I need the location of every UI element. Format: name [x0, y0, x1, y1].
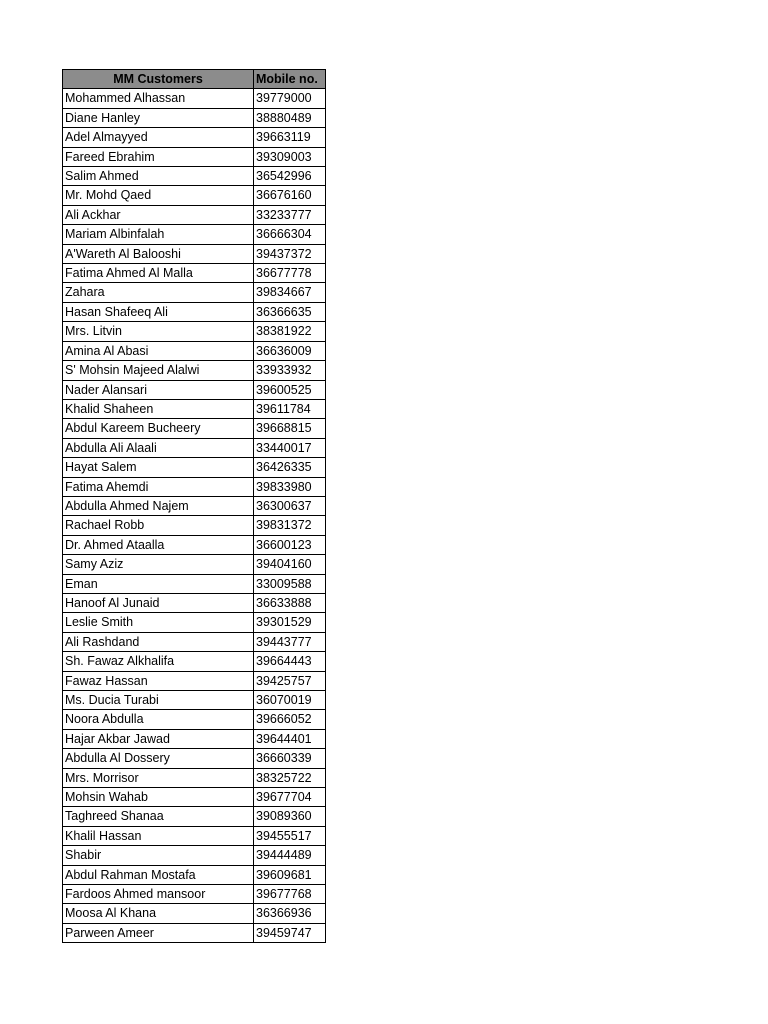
- mobile-number-cell: 39668815: [254, 419, 326, 438]
- table-row: [63, 167, 326, 186]
- table-row: [63, 399, 326, 418]
- table-row: [63, 788, 326, 807]
- customer-name-cell: Moosa Al Khana: [63, 904, 254, 923]
- customer-name-cell: Parween Ameer: [63, 923, 254, 942]
- mobile-number-cell: 38325722: [254, 768, 326, 787]
- customer-name-cell: Hasan Shafeeq Ali: [63, 302, 254, 321]
- mobile-number-cell: 36660339: [254, 749, 326, 768]
- customer-name-cell: Khalid Shaheen: [63, 399, 254, 418]
- table-row: [63, 244, 326, 263]
- customer-name-cell: Eman: [63, 574, 254, 593]
- table-row: [63, 865, 326, 884]
- mobile-number-cell: 39664443: [254, 652, 326, 671]
- customer-name-cell: Diane Hanley: [63, 108, 254, 127]
- table-row: [63, 128, 326, 147]
- customer-name-cell: Mohammed Alhassan: [63, 89, 254, 108]
- customer-name-cell: Mariam Albinfalah: [63, 225, 254, 244]
- table-row: [63, 535, 326, 554]
- mobile-number-cell: 36366635: [254, 302, 326, 321]
- customer-name-cell: Amina Al Abasi: [63, 341, 254, 360]
- header-row: [63, 70, 326, 89]
- table-row: [63, 826, 326, 845]
- mobile-number-cell: 36542996: [254, 167, 326, 186]
- table-row: [63, 807, 326, 826]
- table-row: [63, 89, 326, 108]
- table-row: [63, 283, 326, 302]
- customer-name-cell: Mohsin Wahab: [63, 788, 254, 807]
- table-row: [63, 302, 326, 321]
- mobile-number-cell: 39459747: [254, 923, 326, 942]
- table-row: [63, 749, 326, 768]
- customer-name-cell: Fatima Ahemdi: [63, 477, 254, 496]
- customer-name-cell: Taghreed Shanaa: [63, 807, 254, 826]
- customer-name-cell: Adel Almayyed: [63, 128, 254, 147]
- mobile-number-cell: 39644401: [254, 729, 326, 748]
- customer-name-cell: Ms. Ducia Turabi: [63, 691, 254, 710]
- mobile-number-cell: 39834667: [254, 283, 326, 302]
- table-row: [63, 671, 326, 690]
- table-row: [63, 496, 326, 515]
- customer-name-cell: S' Mohsin Majeed Alalwi: [63, 361, 254, 380]
- mobile-number-cell: 39677704: [254, 788, 326, 807]
- table-row: [63, 613, 326, 632]
- customer-name-cell: Ali Ackhar: [63, 205, 254, 224]
- mobile-number-cell: 36300637: [254, 496, 326, 515]
- table-row: [63, 904, 326, 923]
- mobile-number-cell: 36633888: [254, 593, 326, 612]
- mobile-number-cell: 38381922: [254, 322, 326, 341]
- customer-name-cell: Noora Abdulla: [63, 710, 254, 729]
- table-row: [63, 225, 326, 244]
- customer-name-cell: Mrs. Litvin: [63, 322, 254, 341]
- mobile-number-cell: 36676160: [254, 186, 326, 205]
- table-row: [63, 885, 326, 904]
- mobile-number-cell: 39666052: [254, 710, 326, 729]
- mobile-number-cell: 39831372: [254, 516, 326, 535]
- mobile-number-cell: 36636009: [254, 341, 326, 360]
- customer-name-cell: Leslie Smith: [63, 613, 254, 632]
- mobile-number-cell: 36070019: [254, 691, 326, 710]
- header-name: MM Customers: [63, 70, 254, 89]
- customer-name-cell: Ali Rashdand: [63, 632, 254, 651]
- customer-name-cell: Abdul Kareem Bucheery: [63, 419, 254, 438]
- mobile-number-cell: 39443777: [254, 632, 326, 651]
- customers-table: [62, 69, 326, 943]
- table-row: [63, 729, 326, 748]
- customer-name-cell: Abdulla Ahmed Najem: [63, 496, 254, 515]
- mobile-number-cell: 39301529: [254, 613, 326, 632]
- customer-name-cell: Salim Ahmed: [63, 167, 254, 186]
- mobile-number-cell: 39677768: [254, 885, 326, 904]
- mobile-number-cell: 39455517: [254, 826, 326, 845]
- table-row: [63, 516, 326, 535]
- table-row: [63, 477, 326, 496]
- customer-name-cell: Fardoos Ahmed mansoor: [63, 885, 254, 904]
- mobile-number-cell: 36366936: [254, 904, 326, 923]
- table-row: [63, 555, 326, 574]
- customer-name-cell: A'Wareth Al Balooshi: [63, 244, 254, 263]
- table-row: [63, 846, 326, 865]
- table-row: [63, 341, 326, 360]
- table-row: [63, 632, 326, 651]
- mobile-number-cell: 36677778: [254, 264, 326, 283]
- table-row: [63, 186, 326, 205]
- mobile-number-cell: 39089360: [254, 807, 326, 826]
- mobile-number-cell: 39609681: [254, 865, 326, 884]
- mobile-number-cell: 36600123: [254, 535, 326, 554]
- customer-name-cell: Hajar Akbar Jawad: [63, 729, 254, 748]
- mobile-number-cell: 39611784: [254, 399, 326, 418]
- table-row: [63, 458, 326, 477]
- table-row: [63, 108, 326, 127]
- mobile-number-cell: 39663119: [254, 128, 326, 147]
- customer-name-cell: Shabir: [63, 846, 254, 865]
- table-row: [63, 419, 326, 438]
- header-mobile: Mobile no.: [254, 70, 326, 89]
- mobile-number-cell: 39425757: [254, 671, 326, 690]
- customer-name-cell: Khalil Hassan: [63, 826, 254, 845]
- customer-name-cell: Fatima Ahmed Al Malla: [63, 264, 254, 283]
- customer-name-cell: Fareed Ebrahim: [63, 147, 254, 166]
- table-row: [63, 380, 326, 399]
- customer-name-cell: Hanoof Al Junaid: [63, 593, 254, 612]
- customer-name-cell: Nader Alansari: [63, 380, 254, 399]
- customer-name-cell: Mrs. Morrisor: [63, 768, 254, 787]
- mobile-number-cell: 38880489: [254, 108, 326, 127]
- mobile-number-cell: 36666304: [254, 225, 326, 244]
- table-row: [63, 205, 326, 224]
- table-row: [63, 710, 326, 729]
- mobile-number-cell: 33233777: [254, 205, 326, 224]
- customer-name-cell: Sh. Fawaz Alkhalifa: [63, 652, 254, 671]
- customer-name-cell: Abdulla Ali Alaali: [63, 438, 254, 457]
- table-row: [63, 923, 326, 942]
- customer-name-cell: Zahara: [63, 283, 254, 302]
- mobile-number-cell: 36426335: [254, 458, 326, 477]
- mobile-number-cell: 33009588: [254, 574, 326, 593]
- table-row: [63, 652, 326, 671]
- mobile-number-cell: 39444489: [254, 846, 326, 865]
- table-row: [63, 361, 326, 380]
- mobile-number-cell: 39437372: [254, 244, 326, 263]
- table-row: [63, 147, 326, 166]
- table-body: [63, 89, 326, 943]
- mobile-number-cell: 33440017: [254, 438, 326, 457]
- customer-name-cell: Rachael Robb: [63, 516, 254, 535]
- mobile-number-cell: 39309003: [254, 147, 326, 166]
- mobile-number-cell: 39600525: [254, 380, 326, 399]
- mobile-number-cell: 39404160: [254, 555, 326, 574]
- table-row: [63, 691, 326, 710]
- table-row: [63, 438, 326, 457]
- table-row: [63, 574, 326, 593]
- table-row: [63, 264, 326, 283]
- customer-name-cell: Hayat Salem: [63, 458, 254, 477]
- customer-name-cell: Abdulla Al Dossery: [63, 749, 254, 768]
- customer-name-cell: Fawaz Hassan: [63, 671, 254, 690]
- mobile-number-cell: 39779000: [254, 89, 326, 108]
- table-row: [63, 593, 326, 612]
- mobile-number-cell: 39833980: [254, 477, 326, 496]
- customer-name-cell: Samy Aziz: [63, 555, 254, 574]
- customer-name-cell: Dr. Ahmed Ataalla: [63, 535, 254, 554]
- table-row: [63, 322, 326, 341]
- customer-name-cell: Mr. Mohd Qaed: [63, 186, 254, 205]
- customer-name-cell: Abdul Rahman Mostafa: [63, 865, 254, 884]
- table-row: [63, 768, 326, 787]
- mobile-number-cell: 33933932: [254, 361, 326, 380]
